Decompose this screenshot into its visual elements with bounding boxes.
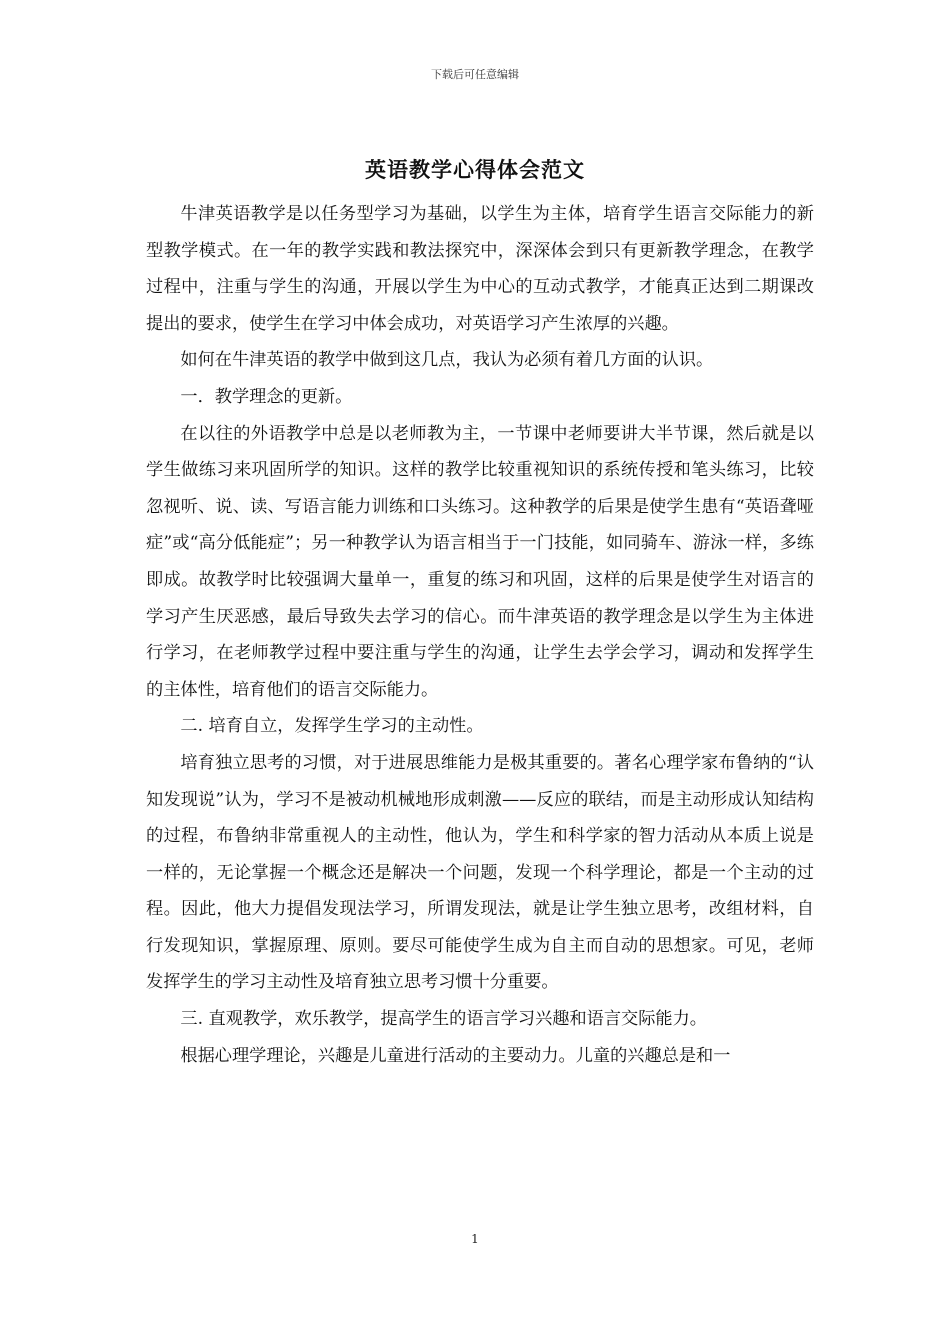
paragraph: 根据心理学理论，兴趣是儿童进行活动的主要动力。儿童的兴趣总是和一 bbox=[180, 1045, 731, 1066]
section-heading: 三. 直观教学，欢乐教学，提高学生的语言学习兴趣和语言交际能力。 bbox=[180, 1009, 707, 1030]
document-body bbox=[146, 196, 814, 1074]
page-number: 1 bbox=[471, 1232, 479, 1246]
header-note: 下载后可任意编辑 bbox=[431, 68, 519, 81]
section-heading: 二. 培育自立，发挥学生学习的主动性。 bbox=[180, 716, 484, 737]
page-title: 英语教学心得体会范文 bbox=[365, 157, 585, 182]
paragraph: 在以往的外语教学中总是以老师教为主，一节课中老师要讲大半节课，然后就是以学生做练习来巩固所学的知识。这样的教学比较重视知识的系统传授和笔头练习，比较忽视听、说、读、写语言能力训练和口头练习。这种教学的后果是使学生患有“英语聋哑症”或“高分低能症”；另一种教学认为语言相当于一门技能，如同骑车、游泳一样，多练即成。故教学时比较强调大量单一，重复的练习和巩固，这样的后果是使学生对语言的学习产生厌恶感，最后导致失去学习的信心。而牛津英语的教学理念是以学生为主体进行学习，在老师教学过程中要注重与学生的沟通，让学生去学会学习，调动和发挥学生的主体性，培育他们的语言交际能力。 bbox=[146, 423, 814, 700]
section-heading: 一．教学理念的更新。 bbox=[180, 386, 353, 407]
paragraph: 培育独立思考的习惯，对于进展思维能力是极其重要的。著名心理学家布鲁纳的“认知发现说”认为，学习不是被动机械地形成刺激——反应的联结，而是主动形成认知结构的过程，布鲁纳非常重视人的主动性，他认为，学生和科学家的智力活动从本质上说是一样的，无论掌握一个概念还是解决一个问题，发现一个科学理论，都是一个主动的过程。因此，他大力提倡发现法学习，所谓发现法，就是让学生独立思考，改组材料，自行发现知识，掌握原理、原则。要尽可能使学生成为自主而自动的思想家。可见，老师发挥学生的学习主动性及培育独立思考习惯十分重要。 bbox=[146, 752, 814, 993]
paragraph: 牛津英语教学是以任务型学习为基础，以学生为主体，培育学生语言交际能力的新型教学模式。在一年的教学实践和教法探究中，深深体会到只有更新教学理念，在教学过程中，注重与学生的沟通，开展以学生为中心的互动式教学，才能真正达到二期课改提出的要求，使学生在学习中体会成功，对英语学习产生浓厚的兴趣。 bbox=[146, 204, 814, 334]
paragraph: 如何在牛津英语的教学中做到这几点，我认为必须有着几方面的认识。 bbox=[180, 350, 714, 371]
